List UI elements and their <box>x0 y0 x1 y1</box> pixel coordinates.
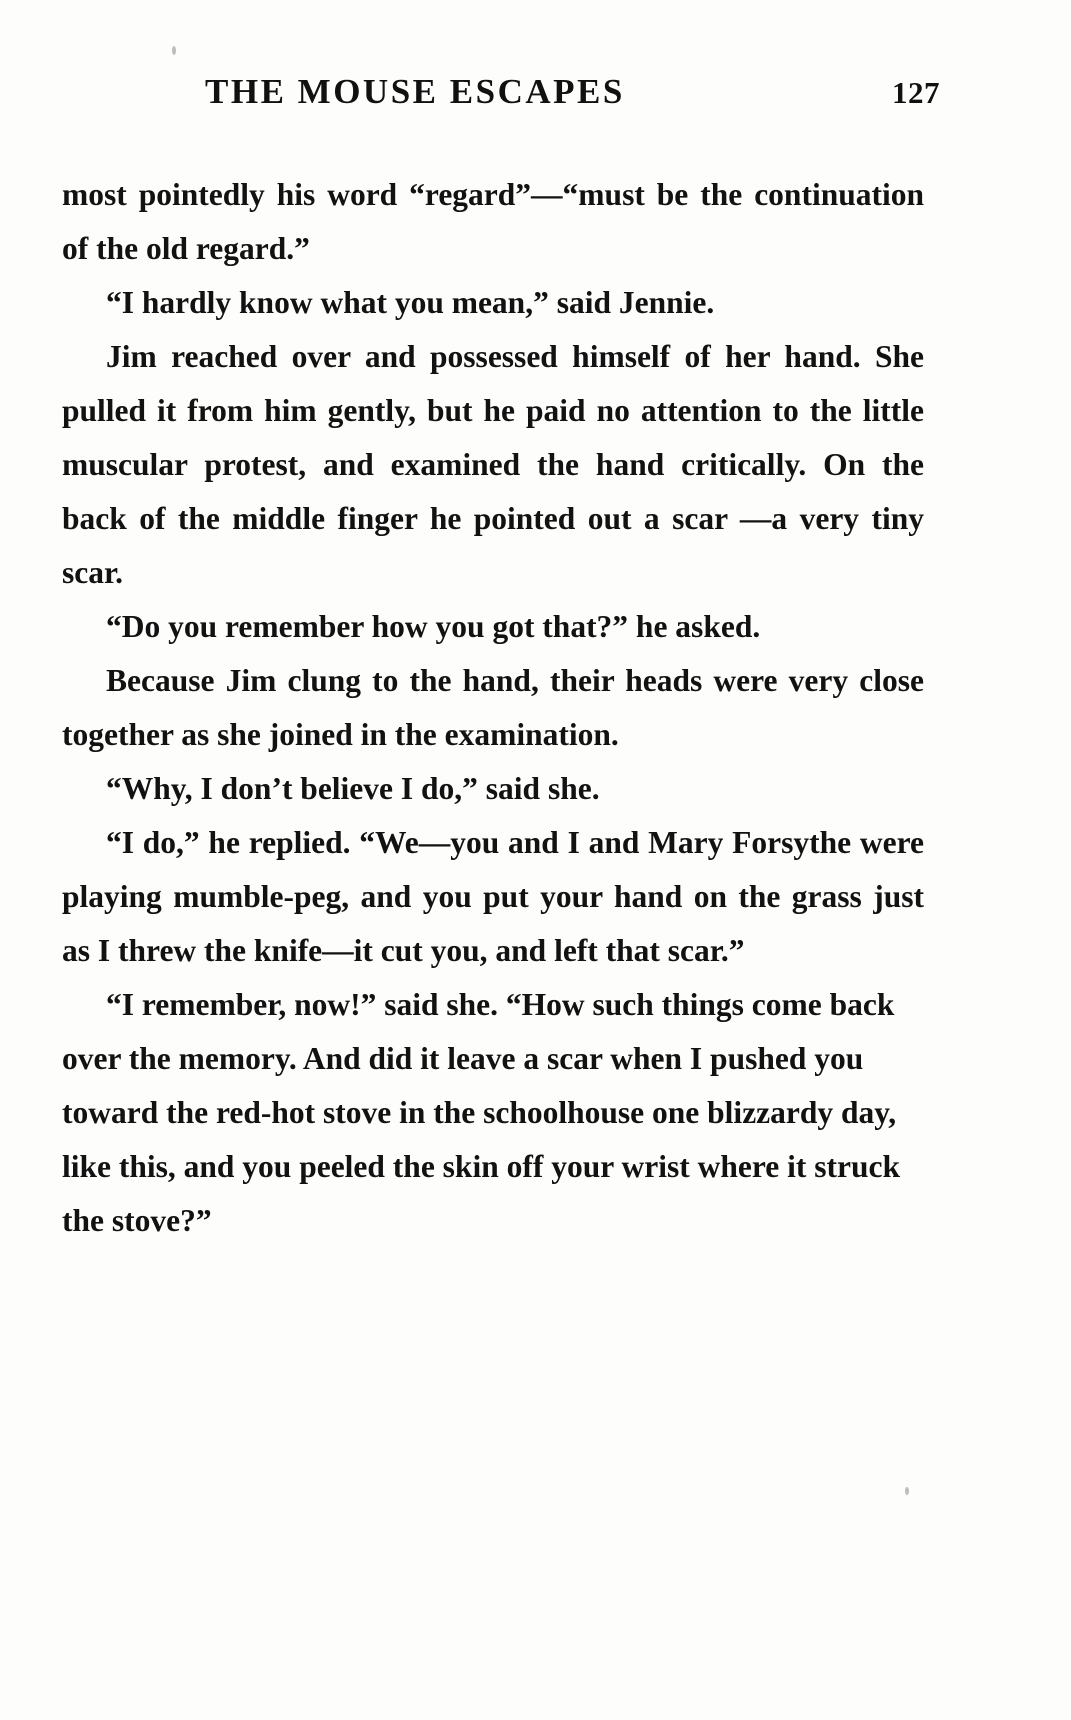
paragraph: “I remember, now!” said she. “How such things come back over the memory. And did it leave a scar when I pushed you toward the red-hot stove in the schoolhouse one blizzardy day, like this, and you peeled the skin off your wrist where it struck the stove?” <box>62 987 900 1238</box>
paper-speck <box>172 46 176 55</box>
page-header <box>60 72 940 122</box>
paragraph: Jim reached over and possessed himself of her hand. She pulled it from him gently, but he paid no attention to the little muscular protest, and examined the hand critically. On the back of the middle finger he pointed out a scar —a very tiny scar. <box>62 339 924 590</box>
body-text <box>62 168 924 1248</box>
paragraph: “I hardly know what you mean,” said Jennie. <box>106 285 715 320</box>
paragraph: “I do,” he replied. “We—you and I and Mary Forsythe were playing mumble-peg, and you put your hand on the grass just as I threw the knife—it cut you, and left that scar.” <box>62 825 924 968</box>
paragraph: “Do you remember how you got that?” he asked. <box>106 609 761 644</box>
paper-speck <box>905 1487 909 1495</box>
running-title: THE MOUSE ESCAPES <box>205 72 625 111</box>
page-number: 127 <box>892 75 940 110</box>
paragraph: Because Jim clung to the hand, their heads were very close together as she joined in the examination. <box>62 663 924 752</box>
paragraph: most pointedly his word “regard”—“must be the continuation of the old regard.” <box>62 177 924 266</box>
paragraph: “Why, I don’t believe I do,” said she. <box>106 771 600 806</box>
